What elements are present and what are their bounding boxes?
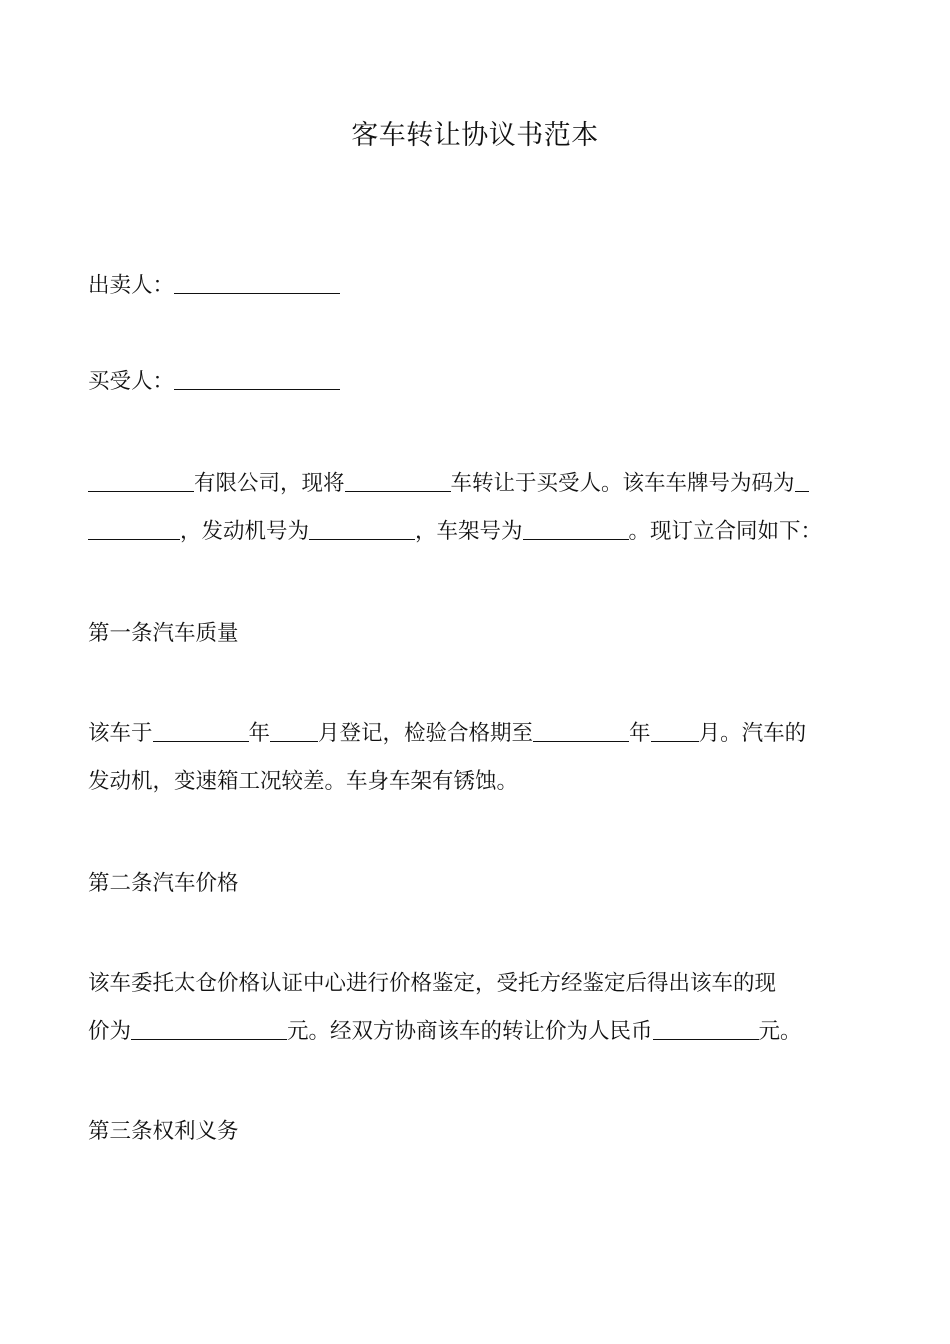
buyer-label: 买受人： [88,369,175,394]
company-blank[interactable] [88,471,194,492]
appraised-price-blank[interactable] [131,1019,287,1040]
article3-heading: 第三条权利义务 [88,1119,239,1144]
buyer-blank[interactable] [174,369,340,390]
price-prefix: 价为 [88,1019,132,1044]
transfer-price-blank[interactable] [653,1019,759,1040]
frame-blank[interactable] [523,519,629,540]
article2-line-2 [88,1008,868,1056]
engine-label: ，发动机号为 [180,519,310,544]
valid-month-blank[interactable] [651,721,699,742]
valid-year-label: 年 [629,721,651,746]
plate-blank-start[interactable] [795,471,809,492]
intro-paragraph [88,460,868,556]
reg-month-blank[interactable] [270,721,318,742]
article2-heading: 第二条汽车价格 [88,871,239,896]
reg-month-label: 月登记，检验合格期至 [318,721,534,746]
intro-line-1 [88,460,868,508]
valid-month-label: 月。汽车的 [698,721,807,746]
buyer-line [88,358,868,406]
reg-year-blank[interactable] [153,721,249,742]
article2-paragraph [88,960,868,1056]
valid-year-blank[interactable] [533,721,629,742]
transfer-text: 车转让于买受人。该车车牌号为码为 [450,471,795,496]
document-title: 客车转让协议书范本 [351,120,599,151]
article1-line-2: 发动机，变速箱工况较差。车身车架有锈蚀。 [88,769,519,794]
seller-line [88,262,868,310]
transfer-price-label: 元。经双方协商该车的转让价为人民币 [287,1019,653,1044]
vehicle-blank[interactable] [345,471,451,492]
plate-blank-end[interactable] [88,519,180,540]
article1-line-1 [88,710,868,758]
frame-label: ，车架号为 [415,519,523,544]
reg-year-label: 年 [248,721,271,746]
seller-label: 出卖人： [88,273,175,298]
article1-heading: 第一条汽车质量 [88,621,239,646]
intro-closing: 。现订立合同如下： [628,519,823,544]
intro-line-2 [88,508,868,556]
engine-blank[interactable] [309,519,415,540]
yuan-suffix: 元。 [758,1019,802,1044]
company-suffix: 有限公司，现将 [194,471,345,496]
seller-blank[interactable] [174,273,340,294]
reg-prefix: 该车于 [88,721,153,746]
article1-paragraph [88,710,868,806]
article2-line-1: 该车委托太仓价格认证中心进行价格鉴定，受托方经鉴定后得出该车的现 [88,971,777,996]
